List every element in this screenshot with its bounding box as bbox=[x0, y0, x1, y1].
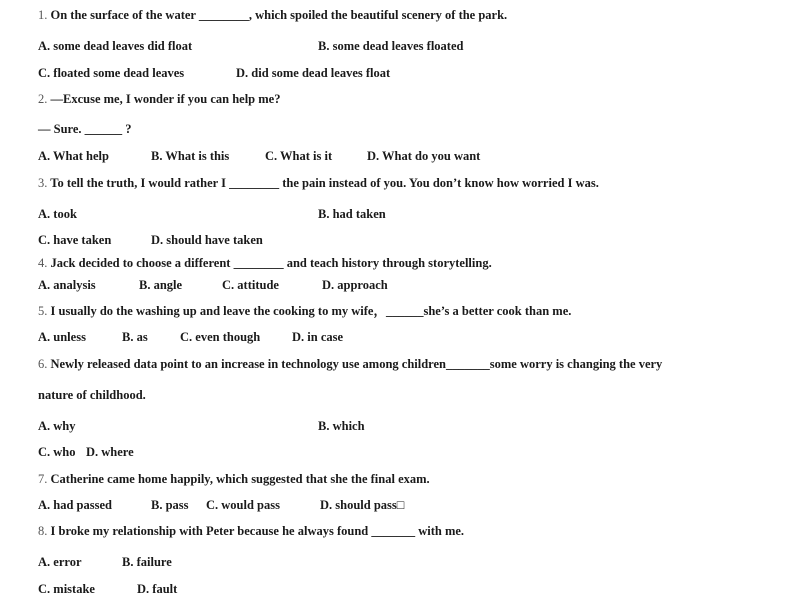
question-number: 2. bbox=[38, 92, 48, 106]
option-d: D. fault bbox=[137, 582, 178, 596]
question-number: 1. bbox=[38, 8, 48, 22]
question-number: 8. bbox=[38, 524, 48, 538]
option-b: B. What is this bbox=[151, 149, 230, 163]
option-c: C. who bbox=[38, 445, 76, 459]
option-a: A. unless bbox=[38, 330, 86, 344]
question-stem: I broke my relationship with Peter because he always found _______ with me. bbox=[50, 524, 465, 538]
question-3 bbox=[38, 175, 599, 191]
option-d: D. should pass□ bbox=[320, 498, 405, 512]
question-5 bbox=[38, 303, 571, 319]
option-b: B. had taken bbox=[318, 207, 386, 221]
question-stem: I usually do the washing up and leave the cooking to my wife，______she’s a better cook than me. bbox=[50, 304, 572, 318]
question-6 bbox=[38, 356, 662, 372]
question-4 bbox=[38, 255, 492, 271]
question-8 bbox=[38, 523, 464, 539]
option-b: B. some dead leaves floated bbox=[318, 39, 464, 53]
question-number: 4. bbox=[38, 256, 48, 270]
option-d: D. should have taken bbox=[151, 233, 263, 247]
option-c: C. would pass bbox=[206, 498, 280, 512]
option-c: C. mistake bbox=[38, 582, 95, 596]
option-c: C. attitude bbox=[222, 278, 279, 292]
option-a: A. had passed bbox=[38, 498, 112, 512]
option-b: B. angle bbox=[139, 278, 183, 292]
option-d: D. did some dead leaves float bbox=[236, 66, 391, 80]
question-stem: On the surface of the water ________, which spoiled the beautiful scenery of the park. bbox=[50, 8, 508, 22]
question-stem: Jack decided to choose a different ________ and teach history through storytelling. bbox=[50, 256, 492, 270]
option-a: A. What help bbox=[38, 149, 109, 163]
option-d: D. in case bbox=[292, 330, 344, 344]
option-c: C. have taken bbox=[38, 233, 112, 247]
option-a: A. analysis bbox=[38, 278, 96, 292]
option-b: B. failure bbox=[122, 555, 172, 569]
option-d: D. approach bbox=[322, 278, 388, 292]
option-d: D. What do you want bbox=[367, 149, 481, 163]
question-stem: —Excuse me, I wonder if you can help me? bbox=[50, 92, 281, 106]
option-a: A. why bbox=[38, 419, 76, 433]
option-c: C. What is it bbox=[265, 149, 333, 163]
question-7 bbox=[38, 471, 430, 487]
option-a: A. error bbox=[38, 555, 82, 569]
question-number: 6. bbox=[38, 357, 48, 371]
option-a: A. took bbox=[38, 207, 77, 221]
option-b: B. pass bbox=[151, 498, 189, 512]
question-stem: Newly released data point to an increase in technology use among children_______some worry is changing the very bbox=[50, 357, 663, 371]
question-number: 3. bbox=[38, 176, 48, 190]
question-stem-continued: nature of childhood. bbox=[38, 388, 146, 402]
question-stem-continued: — Sure. ______ ? bbox=[38, 122, 132, 136]
question-1 bbox=[38, 7, 507, 23]
question-number: 5. bbox=[38, 304, 48, 318]
question-stem: Catherine came home happily, which suggested that she the final exam. bbox=[50, 472, 430, 486]
option-c: C. floated some dead leaves bbox=[38, 66, 185, 80]
option-d: D. where bbox=[86, 445, 134, 459]
question-stem: To tell the truth, I would rather I ________ the pain instead of you. You don’t know how worried I was. bbox=[50, 176, 599, 190]
question-2 bbox=[38, 91, 280, 107]
option-b: B. which bbox=[318, 419, 365, 433]
option-b: B. as bbox=[122, 330, 148, 344]
question-number: 7. bbox=[38, 472, 48, 486]
option-a: A. some dead leaves did float bbox=[38, 39, 193, 53]
option-c: C. even though bbox=[180, 330, 261, 344]
